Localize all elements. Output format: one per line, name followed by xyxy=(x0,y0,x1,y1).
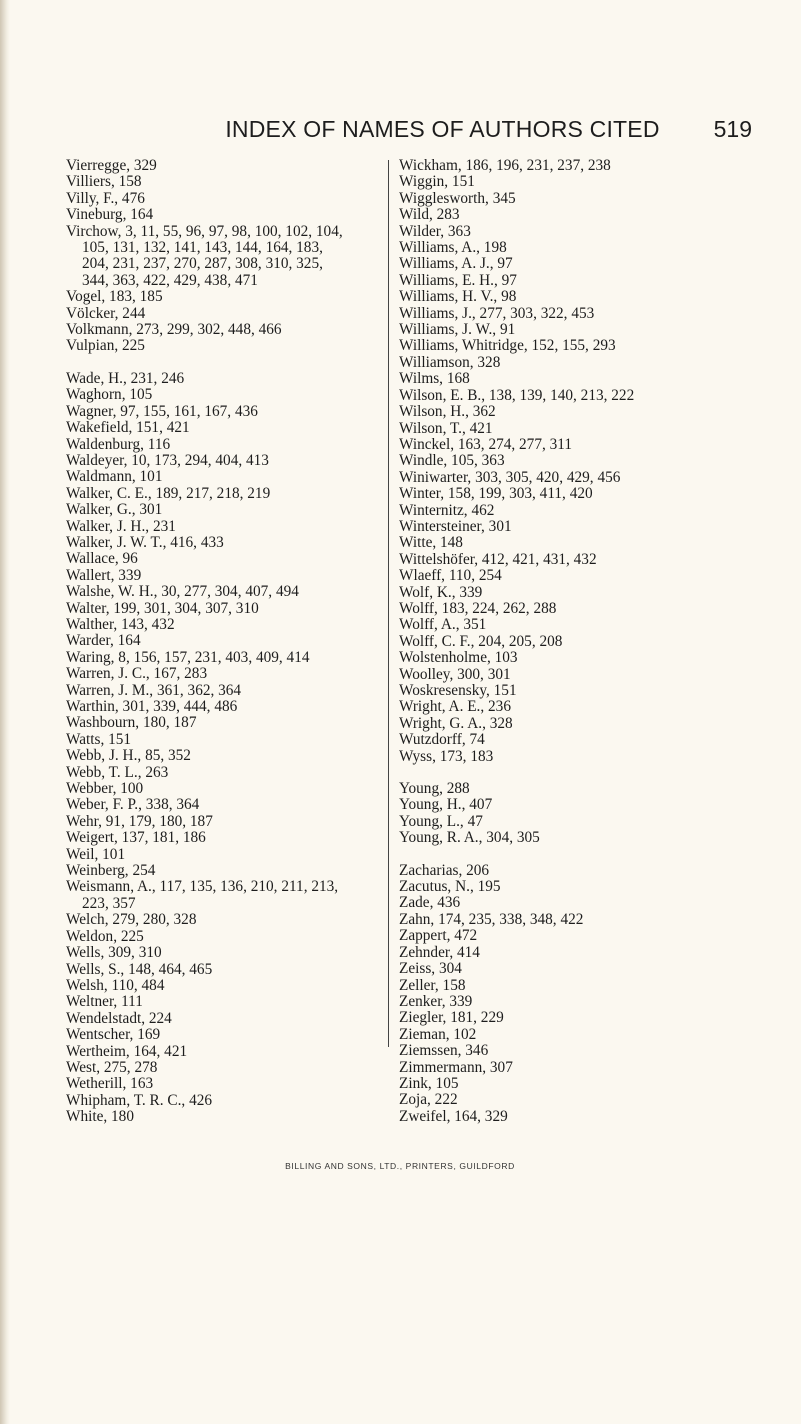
index-entry: Walter, 199, 301, 304, 307, 310 xyxy=(66,599,259,617)
index-entry: Williamson, 328 xyxy=(399,353,501,371)
index-entry: Völcker, 244 xyxy=(66,304,146,322)
index-entry: Walker, C. E., 189, 217, 218, 219 xyxy=(66,484,271,502)
index-entry: Wetherill, 163 xyxy=(66,1075,154,1093)
index-entry: Walshe, W. H., 30, 277, 304, 407, 494 xyxy=(66,583,299,601)
page-number: 519 xyxy=(713,116,752,142)
index-entry-continuation: 344, 363, 422, 429, 438, 471 xyxy=(82,271,258,289)
index-entry: Vineburg, 164 xyxy=(66,206,154,224)
index-entry: Winter, 158, 199, 303, 411, 420 xyxy=(399,485,593,503)
index-entry: Weil, 101 xyxy=(66,845,126,863)
index-entry: Wertheim, 164, 421 xyxy=(66,1042,188,1060)
index-entry: Young, L., 47 xyxy=(399,812,483,830)
index-entry: Walker, J. W. T., 416, 433 xyxy=(66,533,224,551)
page-header xyxy=(170,116,752,146)
index-column-left xyxy=(66,158,351,1126)
index-entry: Webb, J. H., 85, 352 xyxy=(66,747,191,765)
index-entry: Woolley, 300, 301 xyxy=(399,665,511,683)
index-entry: Wolff, 183, 224, 262, 288 xyxy=(399,599,557,617)
index-entry: Welch, 279, 280, 328 xyxy=(66,911,197,929)
index-entry: Wade, H., 231, 246 xyxy=(66,369,185,387)
index-entry: Winternitz, 462 xyxy=(399,501,495,519)
index-entry: Warthin, 301, 339, 444, 486 xyxy=(66,698,238,715)
index-entry: Windle, 105, 363 xyxy=(399,452,505,470)
index-entry: Williams, A., 198 xyxy=(399,239,507,257)
index-entry: Wilms, 168 xyxy=(399,370,470,388)
index-entry: Waldmann, 101 xyxy=(66,468,163,486)
index-entry: Wilder, 363 xyxy=(399,222,471,240)
index-entry: Witte, 148 xyxy=(399,534,463,552)
index-entry: Wolstenholme, 103 xyxy=(399,649,518,667)
index-entry: Vulpian, 225 xyxy=(66,337,145,355)
index-entry: Wilson, H., 362 xyxy=(399,403,496,421)
index-entry: Woskresensky, 151 xyxy=(399,682,517,699)
index-entry: Welsh, 110, 484 xyxy=(66,976,165,994)
index-entry: Vogel, 183, 185 xyxy=(66,288,163,306)
index-entry: Villiers, 158 xyxy=(66,173,142,191)
index-entry: Winiwarter, 303, 305, 420, 429, 456 xyxy=(399,468,621,486)
column-divider xyxy=(388,160,389,1047)
index-entry: Wallert, 339 xyxy=(66,566,142,584)
index-entry: Wolff, C. F., 204, 205, 208 xyxy=(399,632,563,650)
index-entry: Williams, J. W., 91 xyxy=(399,321,516,339)
index-entry: Wright, A. E., 236 xyxy=(399,698,511,716)
index-entry: West, 275, 278 xyxy=(66,1058,158,1076)
index-entry: Zappert, 472 xyxy=(399,927,478,945)
index-entry: Williams, H. V., 98 xyxy=(399,288,517,306)
index-entry: Williams, E. H., 97 xyxy=(399,271,517,289)
index-entry: Warder, 164 xyxy=(66,632,141,650)
index-entry: Young, R. A., 304, 305 xyxy=(399,829,540,847)
index-entry: Wyss, 173, 183 xyxy=(399,747,494,765)
index-entry-continuation: 105, 131, 132, 141, 143, 144, 164, 183, xyxy=(82,239,323,257)
index-entry: Wild, 283 xyxy=(399,206,460,224)
index-entry: Vierregge, 329 xyxy=(66,157,157,174)
index-entry-continuation: 223, 357 xyxy=(82,894,136,912)
index-entry: Zink, 105 xyxy=(399,1074,459,1092)
index-entry: Zacutus, N., 195 xyxy=(399,878,501,896)
index-entry: Ziegler, 181, 229 xyxy=(399,1009,504,1027)
index-entry: Wells, 309, 310 xyxy=(66,944,162,962)
index-entry: Winckel, 163, 274, 277, 311 xyxy=(399,435,573,453)
index-entry: Wlaeff, 110, 254 xyxy=(399,567,502,585)
index-entry: Weber, F. P., 338, 364 xyxy=(66,796,200,814)
index-entry: Zahn, 174, 235, 338, 348, 422 xyxy=(399,910,584,928)
index-entry: Wolff, A., 351 xyxy=(399,616,487,634)
index-entry: Waghorn, 105 xyxy=(66,386,153,404)
index-entry: Zoja, 222 xyxy=(399,1091,458,1109)
index-entry: Ziemssen, 346 xyxy=(399,1042,489,1060)
index-entry: Young, 288 xyxy=(399,780,470,798)
index-entry: Weltner, 111 xyxy=(66,993,143,1011)
index-entry: Zade, 436 xyxy=(399,894,461,912)
index-entry: Walker, J. H., 231 xyxy=(66,517,176,535)
section-gap xyxy=(399,847,684,863)
index-entry: Zeiss, 304 xyxy=(399,960,462,978)
index-entry: Wigglesworth, 345 xyxy=(399,189,516,207)
index-entry: Weldon, 225 xyxy=(66,927,144,945)
index-entry: Virchow, 3, 11, 55, 96, 97, 98, 100, 102, 104, xyxy=(66,222,343,240)
index-entry: Weigert, 137, 181, 186 xyxy=(66,829,206,847)
index-entry: Wendelstadt, 224 xyxy=(66,1009,172,1027)
index-entry: Wehr, 91, 179, 180, 187 xyxy=(66,812,213,830)
index-entry: Walker, G., 301 xyxy=(66,501,163,519)
index-entry: Warren, J. M., 361, 362, 364 xyxy=(66,681,242,699)
index-entry: Wagner, 97, 155, 161, 167, 436 xyxy=(66,402,258,420)
printer-imprint: BILLING AND SONS, LTD., PRINTERS, GUILDFORD xyxy=(285,1161,515,1171)
index-entry: Wiggin, 151 xyxy=(399,173,475,191)
index-entry-continuation: 204, 231, 237, 270, 287, 308, 310, 325, xyxy=(82,255,323,273)
index-entry: Wentscher, 169 xyxy=(66,1026,161,1044)
index-entry: Wells, S., 148, 464, 465 xyxy=(66,960,213,978)
index-entry: Weismann, A., 117, 135, 136, 210, 211, 213, xyxy=(66,878,339,896)
index-entry: Wakefield, 151, 421 xyxy=(66,419,190,437)
index-entry: White, 180 xyxy=(66,1108,134,1126)
index-entry: Zenker, 339 xyxy=(399,992,473,1010)
index-entry: Williams, J., 277, 303, 322, 453 xyxy=(399,304,595,322)
index-entry: Wickham, 186, 196, 231, 237, 238 xyxy=(399,157,611,174)
index-entry: Zweifel, 164, 329 xyxy=(399,1107,508,1125)
index-entry: Waldeyer, 10, 173, 294, 404, 413 xyxy=(66,451,269,469)
index-entry: Wallace, 96 xyxy=(66,550,138,568)
index-entry: Williams, A. J., 97 xyxy=(399,255,513,273)
index-entry: Villy, F., 476 xyxy=(66,189,145,207)
index-entry: Weinberg, 254 xyxy=(66,862,156,880)
index-entry: Wilson, E. B., 138, 139, 140, 213, 222 xyxy=(399,386,635,404)
index-column-right xyxy=(399,158,684,1125)
index-entry: Zehnder, 414 xyxy=(399,943,480,961)
index-entry: Watts, 151 xyxy=(66,730,132,748)
index-entry: Whipham, T. R. C., 426 xyxy=(66,1091,213,1109)
index-entry: Zieman, 102 xyxy=(399,1025,477,1043)
index-entry: Zeller, 158 xyxy=(399,976,466,994)
index-entry: Volkmann, 273, 299, 302, 448, 466 xyxy=(66,321,282,339)
index-entry: Waldenburg, 116 xyxy=(66,435,171,453)
index-entry: Wright, G. A., 328 xyxy=(399,714,513,732)
page-title: INDEX OF NAMES OF AUTHORS CITED xyxy=(225,116,660,142)
index-entry: Wintersteiner, 301 xyxy=(399,517,512,535)
section-gap xyxy=(66,355,351,371)
index-entry: Warren, J. C., 167, 283 xyxy=(66,665,208,683)
index-entry: Webb, T. L., 263 xyxy=(66,763,169,781)
index-entry: Wilson, T., 421 xyxy=(399,419,493,437)
index-entry: Zimmermann, 307 xyxy=(399,1058,513,1076)
index-entry: Walther, 143, 432 xyxy=(66,615,175,633)
index-entry: Waring, 8, 156, 157, 231, 403, 409, 414 xyxy=(66,648,310,666)
index-entry: Webber, 100 xyxy=(66,780,144,798)
index-entry: Wittelshöfer, 412, 421, 431, 432 xyxy=(399,550,597,568)
section-gap xyxy=(399,765,684,781)
index-entry: Young, H., 407 xyxy=(399,796,493,814)
index-entry: Williams, Whitridge, 152, 155, 293 xyxy=(399,337,616,355)
index-entry: Washbourn, 180, 187 xyxy=(66,714,197,732)
index-entry: Zacharias, 206 xyxy=(399,861,490,879)
page-binding-edge xyxy=(0,0,10,1424)
index-entry: Wolf, K., 339 xyxy=(399,583,483,601)
index-entry: Wutzdorff, 74 xyxy=(399,731,485,749)
